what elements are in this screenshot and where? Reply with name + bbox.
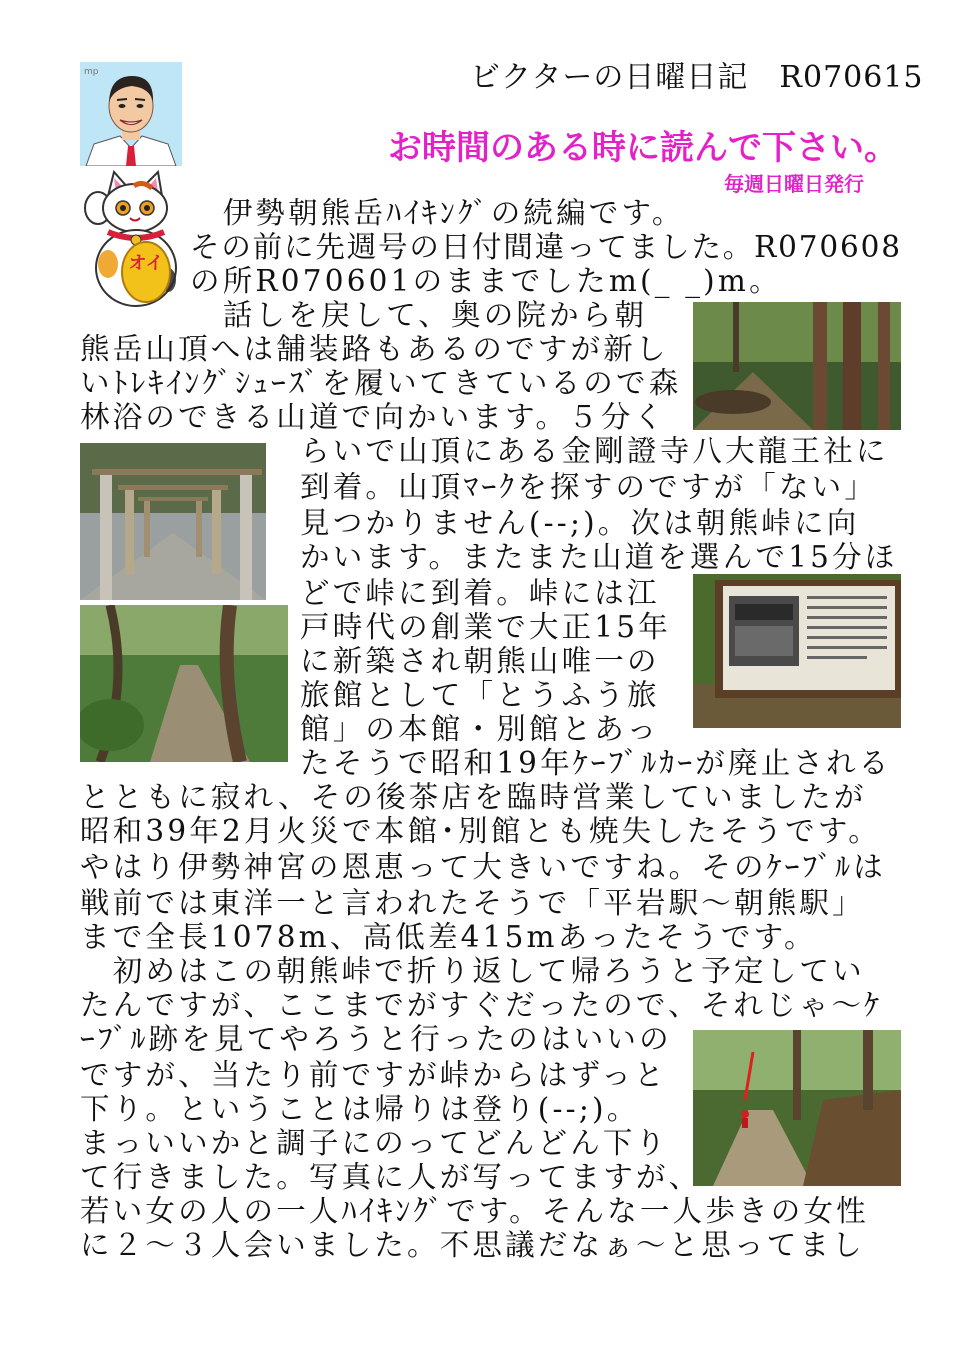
maneki-sign-text: オイ xyxy=(128,253,164,274)
body-line-15: 旅館として「とうふう旅 xyxy=(300,678,660,712)
hiker-trail-photo xyxy=(693,1030,901,1186)
body-line-21: 戦前では東洋一と言われたそうで「平岩駅～朝熊駅」 xyxy=(80,886,865,920)
body-line-1: 伊勢朝熊岳ﾊｲｷﾝｸﾞの続編です。 xyxy=(190,196,685,230)
tagline: お時間のある時に読んで下さい。 xyxy=(388,128,898,168)
body-line-20: やはり伊勢神宮の恩恵って大きいですね。そのｹｰﾌﾞﾙは xyxy=(80,850,886,884)
body-line-12: どで峠に到着。峠には江 xyxy=(300,576,660,610)
body-line-11: かいます。またまた山道を選んで15分ほ xyxy=(300,540,898,574)
forest-trail-photo xyxy=(693,302,901,430)
body-line-14: に新築され朝熊山唯一の xyxy=(300,644,660,678)
body-line-5: 熊岳山頂へは舗装路もあるのですが新し xyxy=(80,332,669,366)
svg-text:mp: mp xyxy=(84,67,99,77)
body-line-18: とともに寂れ、その後茶店を臨時営業していましたが xyxy=(80,780,867,814)
body-line-27: 下り。ということは帰りは登り(--;)。 xyxy=(80,1092,640,1126)
body-line-2: その前に先週号の日付間違ってました。R070608 xyxy=(190,230,902,264)
publication-note: 毎週日曜日発行 xyxy=(724,172,864,196)
body-line-23: 初めはこの朝熊峠で折り返して帰ろうと予定してい xyxy=(80,954,865,988)
man-portrait-icon xyxy=(80,62,182,166)
body-line-7: 林浴のできる山道で向かいます。５分く xyxy=(80,400,667,434)
body-line-25: ｰﾌﾞﾙ跡を見てやろうと行ったのはいいの xyxy=(80,1022,672,1056)
body-line-16: 館」の本館・別館とあっ xyxy=(300,712,660,746)
body-line-13: 戸時代の創業で大正15年 xyxy=(300,610,671,644)
body-line-22: まで全長1078m、高低差415mあったそうです。 xyxy=(80,920,817,954)
body-line-24: たんですが、ここまでがすぐだったので、それじゃ～ｹ xyxy=(80,988,883,1022)
body-line-31: に２～３人会いました。不思議だなぁ～と思ってまし xyxy=(80,1228,865,1262)
maneki-neko-icon xyxy=(78,168,188,312)
body-line-8: らいで山頂にある金剛證寺八大龍王社に xyxy=(300,434,889,468)
ryokan-signboard-photo xyxy=(693,574,901,728)
body-line-4: 話しを戻して、奥の院から朝 xyxy=(190,298,648,332)
diary-title: ビクターの日曜日記 R070615 xyxy=(470,60,924,95)
body-line-26: ですが、当たり前ですが峠からはずっと xyxy=(80,1058,667,1092)
body-line-29: て行きました。写真に人が写ってますが、 xyxy=(80,1160,702,1194)
mountain-path-photo xyxy=(80,605,288,762)
body-line-10: 見つかりません(--;)。次は朝熊峠に向 xyxy=(300,506,860,540)
body-line-30: 若い女の人の一人ﾊｲｷﾝｸﾞです。そんな一人歩きの女性 xyxy=(80,1194,869,1228)
body-line-28: まっいいかと調子にのってどんどん下り xyxy=(80,1126,669,1160)
body-line-19: 昭和39年2月火災で本館･別館とも焼失したそうです。 xyxy=(80,814,881,848)
body-line-3: の所R070601のままでしたm(_ _)m。 xyxy=(190,264,782,298)
body-line-6: いﾄﾚｷｲﾝｸﾞｼｭｰｽﾞを履いてきているので森 xyxy=(80,366,682,400)
torii-corridor-photo xyxy=(80,443,266,600)
body-line-17: たそうで昭和19年ｹｰﾌﾞﾙｶｰが廃止される xyxy=(300,746,892,780)
body-line-9: 到着。山頂ﾏｰｸを探すのですが「ない」 xyxy=(300,470,878,504)
